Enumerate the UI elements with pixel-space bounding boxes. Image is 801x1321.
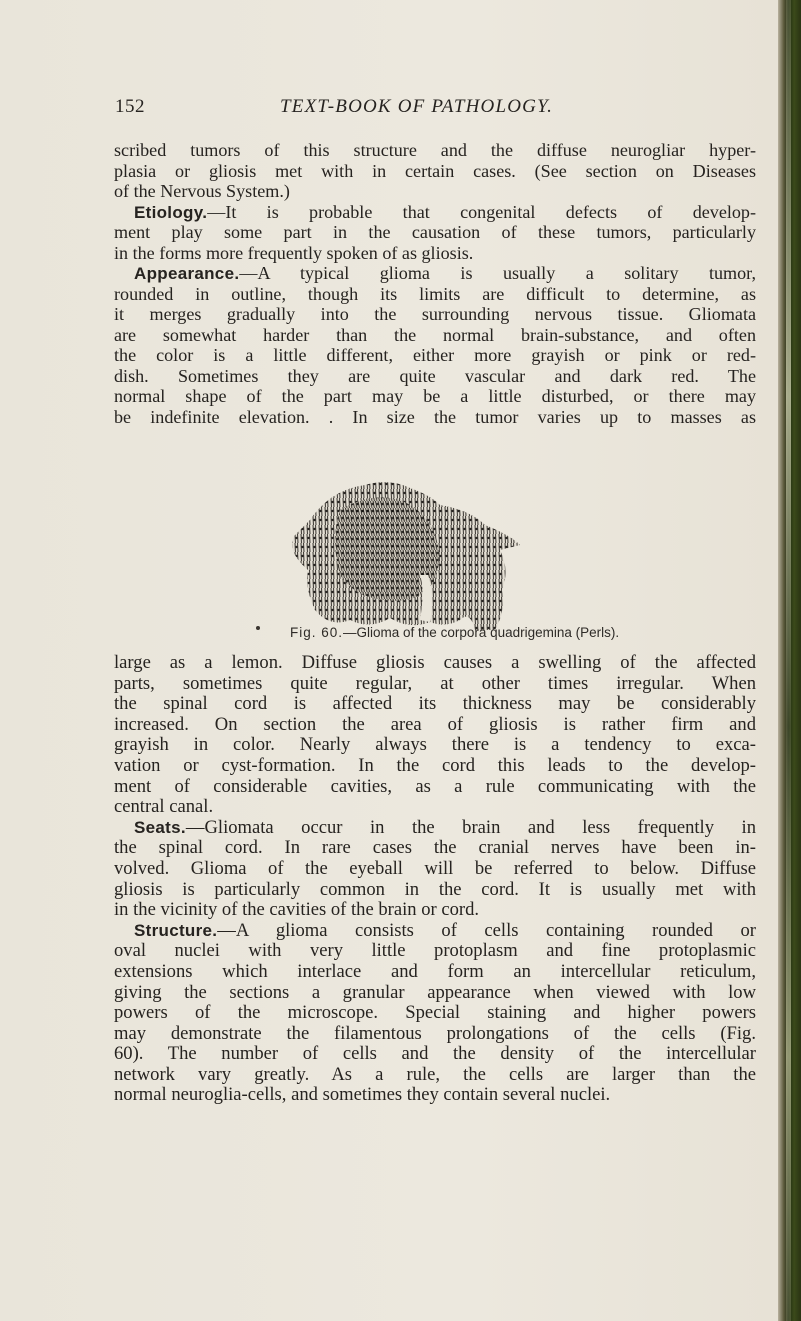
- text-line: may demonstrate the filamentous prolongations of the cells (Fig.: [114, 1022, 756, 1044]
- text-line: oval nuclei with very little protoplasm and fine protoplasmic: [114, 940, 756, 962]
- text-line: vation or cyst-formation. In the cord this leads to the develop-: [114, 754, 756, 776]
- text-line: parts, sometimes quite regular, at other times irregular. When: [114, 672, 756, 694]
- section-heading-appearance: Appearance.: [134, 264, 240, 283]
- text-line: are somewhat harder than the normal brain-substance, and often: [114, 324, 756, 345]
- section-heading-structure: Structure.: [134, 920, 218, 940]
- text-line: in the vicinity of the cavities of the brain or cord.: [114, 899, 480, 921]
- text-line: the spinal cord is affected its thickness may be considerably: [114, 693, 756, 715]
- text-line: —It is probable that congenital defects of develop-: [207, 201, 756, 222]
- section-heading-seats: Seats.: [134, 817, 186, 837]
- figure-caption-text: —Glioma of the corpora quadrigemina (Perls).: [343, 625, 620, 640]
- text-line: central canal.: [114, 796, 214, 818]
- text-line: plasia or gliosis met with in certain cases. (See section on Diseases: [114, 160, 756, 181]
- text-line: rounded in outline, though its limits are difficult to determine, as: [114, 283, 756, 304]
- text-line: normal shape of the part may be a little disturbed, or there may: [114, 386, 756, 406]
- text-line: normal neuroglia-cells, and sometimes they contain several nuclei.: [114, 1084, 611, 1106]
- figure-caption: [290, 625, 650, 640]
- running-title: TEXT-BOOK OF PATHOLOGY.: [280, 96, 554, 117]
- text-line: grayish in color. Nearly always there is a tendency to exca-: [114, 734, 756, 756]
- glioma-micrograph-figure: [270, 480, 530, 630]
- section-heading-etiology: Etiology.: [134, 202, 208, 222]
- text-line: ment of considerable cavities, as a rule communicating with the: [114, 775, 756, 797]
- text-line: 60). The number of cells and the density of the intercellular: [114, 1043, 756, 1065]
- text-block-lower: [114, 653, 756, 1106]
- text-line: large as a lemon. Diffuse gliosis causes a swelling of the affected: [114, 652, 756, 673]
- text-line: increased. On section the area of gliosis is rather firm and: [114, 713, 756, 735]
- text-line: dish. Sometimes they are quite vascular and dark red. The: [114, 365, 756, 386]
- text-line: —A glioma consists of cells containing rounded or: [217, 919, 756, 941]
- text-line: ment play some part in the causation of these tumors, particularly: [114, 222, 756, 242]
- text-line: it merges gradually into the surrounding nervous tissue. Gliomata: [114, 304, 756, 324]
- text-line: powers of the microscope. Special staining and higher powers: [114, 1002, 756, 1024]
- text-line: network vary greatly. As a rule, the cells are larger than the: [114, 1063, 756, 1085]
- text-line: volved. Glioma of the eyeball will be referred to below. Diffuse: [114, 857, 756, 879]
- text-line: the color is a little different, either more grayish or pink or red-: [114, 345, 756, 365]
- text-line: —A typical glioma is usually a solitary tumor,: [239, 263, 756, 283]
- text-line: be indefinite elevation. . In size the tumor varies up to masses as: [114, 406, 756, 427]
- text-block-upper: [114, 140, 756, 427]
- figure-label: Fig. 60.: [290, 625, 344, 640]
- etiology-paragraph-start: [114, 202, 756, 223]
- text-line: of the Nervous System.): [114, 181, 290, 201]
- text-line: the spinal cord. In rare cases the cranial nerves have been in-: [114, 837, 756, 859]
- page-header: [115, 96, 755, 122]
- text-line: giving the sections a granular appearance when viewed with low: [114, 981, 756, 1003]
- book-edge-highlight: [786, 0, 791, 1321]
- appearance-paragraph-start: [114, 263, 756, 284]
- text-line: in the forms more frequently spoken of as gliosis.: [114, 242, 474, 263]
- text-line: gliosis is particularly common in the cord. It is usually met with: [114, 878, 756, 900]
- figure-marker-dot: [256, 626, 260, 630]
- structure-paragraph-start: [114, 921, 756, 942]
- seats-paragraph-start: [114, 818, 756, 839]
- text-line: scribed tumors of this structure and the diffuse neurogliar hyper-: [114, 140, 756, 160]
- text-line: —Gliomata occur in the brain and less frequently in: [185, 816, 756, 838]
- text-line: extensions which interlace and form an intercellular reticulum,: [114, 960, 756, 982]
- page-number: 152: [115, 96, 145, 117]
